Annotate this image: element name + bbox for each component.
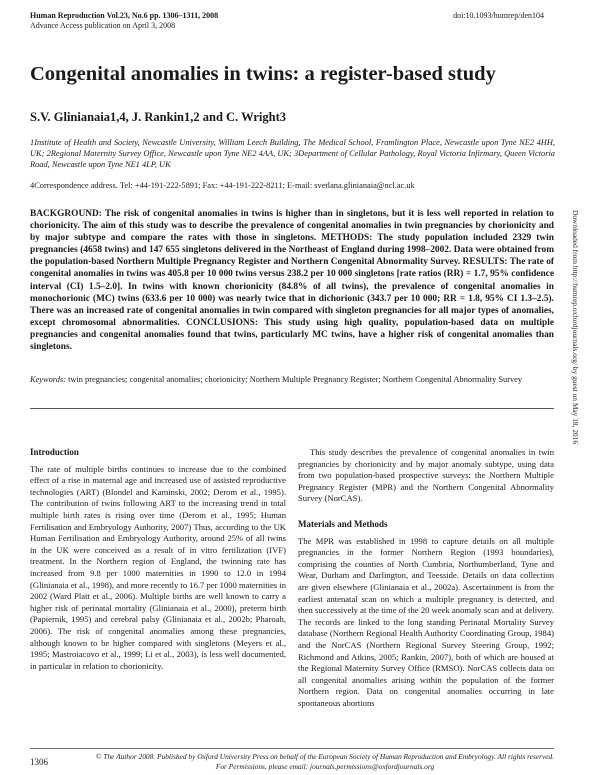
page-number: 1306 — [30, 757, 48, 767]
section-divider — [30, 408, 554, 409]
keywords — [30, 374, 554, 385]
footer-divider — [30, 748, 554, 749]
keywords-label: Keywords: — [30, 375, 66, 384]
left-column — [30, 447, 286, 672]
author-list: S.V. Glinianaia1,4, J. Rankin1,2 and C. Wright3 — [30, 110, 286, 124]
right-column — [298, 447, 554, 709]
copyright-notice: © The Author 2008. Published by Oxford University Press on behalf of the European Society of Human Reproduction and Embryology. All rights reserved. For Permissions, please email: journals.permissions@oxfordjournals.org — [95, 752, 555, 771]
keywords-text: twin pregnancies; congenital anomalies; chorionicity; Northern Multiple Pregnancy Register; Northern Congenital Abnormality Survey — [68, 375, 523, 384]
journal-citation: Human Reproduction Vol.23, No.6 pp. 1306–1311, 2008 — [30, 11, 219, 20]
running-header — [30, 11, 218, 31]
advance-access-note: Advance Access publication on April 3, 2008 — [30, 21, 176, 30]
introduction-text: The rate of multiple births continues to increase due to the combined effect of a rise in maternal age and increased use of assisted reproductive technologies (ART) (Blondel and Kaminski, 2002; Derom et al., 1995). The contribution of twins following ART to the increasing trend in total multiple birth rates is rising over time (Derom et al., 1995; Human Fertilisation and Embryology Authority, 2007) Thus, according to the UK Human Fertilisation and Embryology Authority, around 25% of all twins in the UK were conceived as a result of in vitro fertilization (IVF) treatment. In the Northern region of England, the twinning rate has increased from 9.8 per 1000 maternities in 1990 to 12.0 in 1994 (Glinianaia et al., 1998), and more recently to 16.7 per 1000 maternities in 2002 (Ward Platt et al., 2006). Multiple births are well known to carry a higher risk of perinatal mortality (Glinianaia et al., 2000), preterm birth (Papiernik, 1995) and cerebral palsy (Glinianaia et al., 2002b; Pharoah, 2006). The risk of congenital anomalies among these pregnancies, although known to be higher compared with singletons (Meyers et al., 1995; Mastroiacovo et al., 1999; Li et al., 2003), is less well documented, in particular in relation to chorionicity. — [30, 463, 286, 671]
download-sidebar — [572, 210, 580, 630]
spacer — [298, 505, 554, 519]
methods-text: The MPR was established in 1998 to capture details on all multiple pregnancies in the former Northern Region (1993 boundaries), comprising the counties of North Cumbria, Northumberland, Tyne and Wear, Durham and Darlington, and Teesside. Details on data collection are given elsewhere (Glinianaia et al., 2002a). Ascertainment is from the earliest antenatal scan on which a multiple pregnancy is detected, and then successively at the time of the 20 week anomaly scan and at delivery. The records are linked to the long standing Perinatal Mortality Survey database (Northern Regional Health Authority Coordinating Group, 1984) and the NorCAS (Northern Regional Survey Steering Group, 1992; Richmond and Atkins, 2005; Rankin, 2007), both of which are housed at the Regional Maternity Survey Office (RMSO). NorCAS collects data on all congenital anomalies arising within the population of the former Northern region. Data on congenital anomalies occurring in late spontaneous abortions — [298, 535, 554, 708]
introduction-heading: Introduction — [30, 447, 79, 457]
abstract: BACKGROUND: The risk of congenital anomalies in twins is higher than in singletons, but it is less well reported in relation to chorionicity. The aim of this study was to describe the prevalence of congenital anomalies in twin pregnancies by chorionicity and by major subtype and compare the rates with those in singletons. METHODS: The study population included 2329 twin pregnancies (4658 twins) and 147 655 singletons delivered in the Northeast of England during 1998–2002. Data were obtained from the population-based Northern Multiple Pregnancy Register and Northern Congenital Abnormality Survey. RESULTS: The rate of congenital anomalies in twins was 405.8 per 10 000 twins versus 238.2 per 10 000 singletons [rate ratios (RR) = 1.7, 95% confidence interval (CI) 1.5–2.0]. In twins with known chorionicity (84.8% of all twins), the prevalence of congenital anomalies in monochorionic (MC) twins (633.6 per 10 000) was nearly twice that in dichorionic (343.7 per 10 000; RR = 1.8, 95% CI 1.3–2.5). There was an increased rate of congenital anomalies in twin compared with singleton pregnancies for all major types of anomalies, except chromosomal abnormalities. CONCLUSIONS: This study using high quality, population-based data on multiple pregnancies and congenital anomalies found that twins, particularly MC twins, have a higher risk of congenital anomalies than singletons. — [30, 209, 554, 353]
methods-heading: Materials and Methods — [298, 518, 388, 529]
paper-title: Congenital anomalies in twins: a register-based study — [30, 63, 496, 85]
study-description: This study describes the prevalence of congenital anomalies in twin pregnancies by chorionicity and by major anomaly subtype, using data from two population-based prospective surveys: the Northern Multiple Pregnancy Register (MPR) and the Northern Congenital Abnormality Survey (NorCAS). — [298, 447, 554, 504]
affiliations: 1Institute of Health and Society, Newcastle University, William Leech Building, The Medical School, Framlington Place, Newcastle upon Tyne NE2 4HH, UK; 2Regional Maternity Survey Office, Newcastle upon Tyne NE2 4AA, UK; 3Department of Cellular Pathology, Royal Victoria Infirmary, Queen Victoria Road, Newcastle upon Tyne NE1 4LP, UK — [30, 138, 555, 169]
download-note[interactable]: Downloaded from http://humrep.oxfordjournals.org/ by guest on May 18, 2016 — [571, 210, 580, 445]
doi[interactable]: doi:10.1093/humrep/den104 — [453, 11, 544, 20]
correspondence-address: 4Correspondence address. Tel: +44-191-222-5891; Fax: +44-191-222-8211; E-mail: svetlana.glinianaia@ncl.ac.uk — [30, 181, 415, 190]
